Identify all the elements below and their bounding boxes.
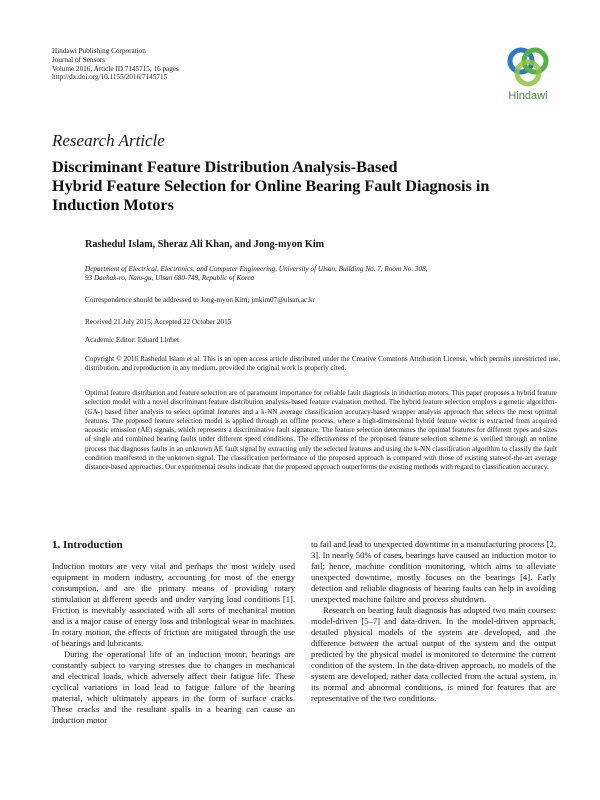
correspondence: Correspondence should be addressed to Jong-myon Kim; jmkim07@ulsan.ac.kr bbox=[85, 296, 315, 304]
journal-header bbox=[52, 47, 179, 82]
affiliation-line: 93 Daehak-ro, Nam-gu, Ulsan 680-749, Republic of Korea bbox=[85, 274, 255, 283]
title-line: Discriminant Feature Distribution Analysis-Based bbox=[52, 158, 398, 176]
paragraph: Induction motors are very vital and perhaps the most widely used equipment in modern industry, accounting for most of the energy consumption, and are the primary means of providing rotary stimulation at different speeds and under varying load conditions [1]. Friction is inevitably associated with all sorts of mechanical motion and is a major cause of energy loss and tribological wear in machines. In rotary motion, the effects of friction are mitigated through the use of bearings and lubricants. bbox=[52, 561, 295, 648]
volume-info: Volume 2016, Article ID 7145715, 16 pages bbox=[52, 64, 179, 73]
hindawi-logo-word: Hindawi bbox=[508, 90, 548, 102]
paragraph: During the operational life of an induction motor, bearings are constantly subject to varying stresses due to changes in mechanical and electrical loads, which adversely affect their fatigue life. These cyclical variations in load lead to fatigue failure of the bearing material, which ultimately appears in the form of surface cracks. These cracks and the resultant spalls in a bearing can cause an induction motor bbox=[52, 649, 295, 725]
abstract-text: Optimal feature distribution and feature selection are of paramount importance for reliable fault diagnosis in induction motors. This paper proposes a hybrid feature selection model with a novel discriminant feature distribution analysis-based feature evaluation method. The hybrid feature selection employs a genetic algorithm- (GA-) based filter analysis to select optimal features and a k-NN average classification accuracy-based wrapper analysis approach that selects the most optimal features. The proposed feature selection model is applied through an offline process, where a high-dimensional hybrid feature vector is extracted from acquired acoustic emission (AE) signals, which represents a discriminative fault signature. The feature selection determines the optimal features for different types and sizes of single and combined bearing faults under different speed conditions. The effectiveness of the proposed feature selection scheme is verified through an online process that diagnoses faults in an unknown AE fault signal by extracting only the selected features and using the k-NN classification algorithm to classify the fault condition manifested in the unknown signal. The classification performance of the proposed approach is compared with those of existing state-of-the-art average distance-based approaches. Our experimental results indicate that the proposed approach outperforms the existing methods with regard to classification accuracy. bbox=[85, 389, 557, 472]
doi-link[interactable]: http://dx.doi.org/10.1155/2016/7145715 bbox=[52, 73, 168, 82]
author-list: Rashedul Islam, Sheraz Ali Khan, and Jong-myon Kim bbox=[85, 239, 325, 250]
affiliation-line: Department of Electrical, Electronics, and Computer Engineering, University of Ulsan, Building No. 7, Room No. 308, bbox=[85, 265, 428, 273]
paper-title bbox=[52, 158, 572, 215]
right-column bbox=[311, 539, 556, 704]
journal-name: Journal of Sensors bbox=[52, 55, 106, 64]
copyright-notice: Copyright © 2016 Rashedul Islam et al. This is an open access article distributed under the Creative Commons Attribution License, which permits unrestricted use, distribution, and reproduction in any medium, provided the original work is properly cited. bbox=[85, 355, 560, 373]
title-line: Hybrid Feature Selection for Online Bearing Fault Diagnosis in bbox=[52, 177, 490, 195]
title-line: Induction Motors bbox=[52, 196, 174, 214]
paragraph: Research on bearing fault diagnosis has adopted two main courses: model-driven [5–7] and data-driven. In the model-driven approach, detailed physical models of the system are developed, and the difference between the actual output of the system and the output predicted by the physical model is monitored to determine the current condition of the system. In the data-driven approach, no models of the system are developed, rather data collected from the actual system, in its normal and abnormal conditions, is mined for features that are representative of the two conditions. bbox=[311, 605, 556, 703]
received-dates: Received 21 July 2015; Accepted 22 October 2015 bbox=[85, 318, 232, 326]
section-heading: 1. Introduction bbox=[52, 539, 123, 551]
affiliation bbox=[85, 265, 555, 284]
left-column bbox=[52, 561, 295, 726]
hindawi-logo bbox=[503, 45, 553, 105]
academic-editor: Academic Editor: Eduard Llobet bbox=[85, 336, 180, 344]
article-type: Research Article bbox=[52, 131, 165, 150]
paragraph: to fail and lead to unexpected downtime in a manufacturing process [2, 3]. In nearly 50% of cases, bearings have caused an induction motor to fail; hence, machine condition monitoring, which aims to alleviate unexpected downtime, mostly focuses on the bearings [4]. Early detection and reliable diagnosis of bearing faults can help in avoiding unexpected machine failure and process shutdown. bbox=[311, 539, 556, 604]
hindawi-logo-icon bbox=[503, 45, 553, 89]
publisher-name: Hindawi Publishing Corporation bbox=[52, 47, 146, 55]
